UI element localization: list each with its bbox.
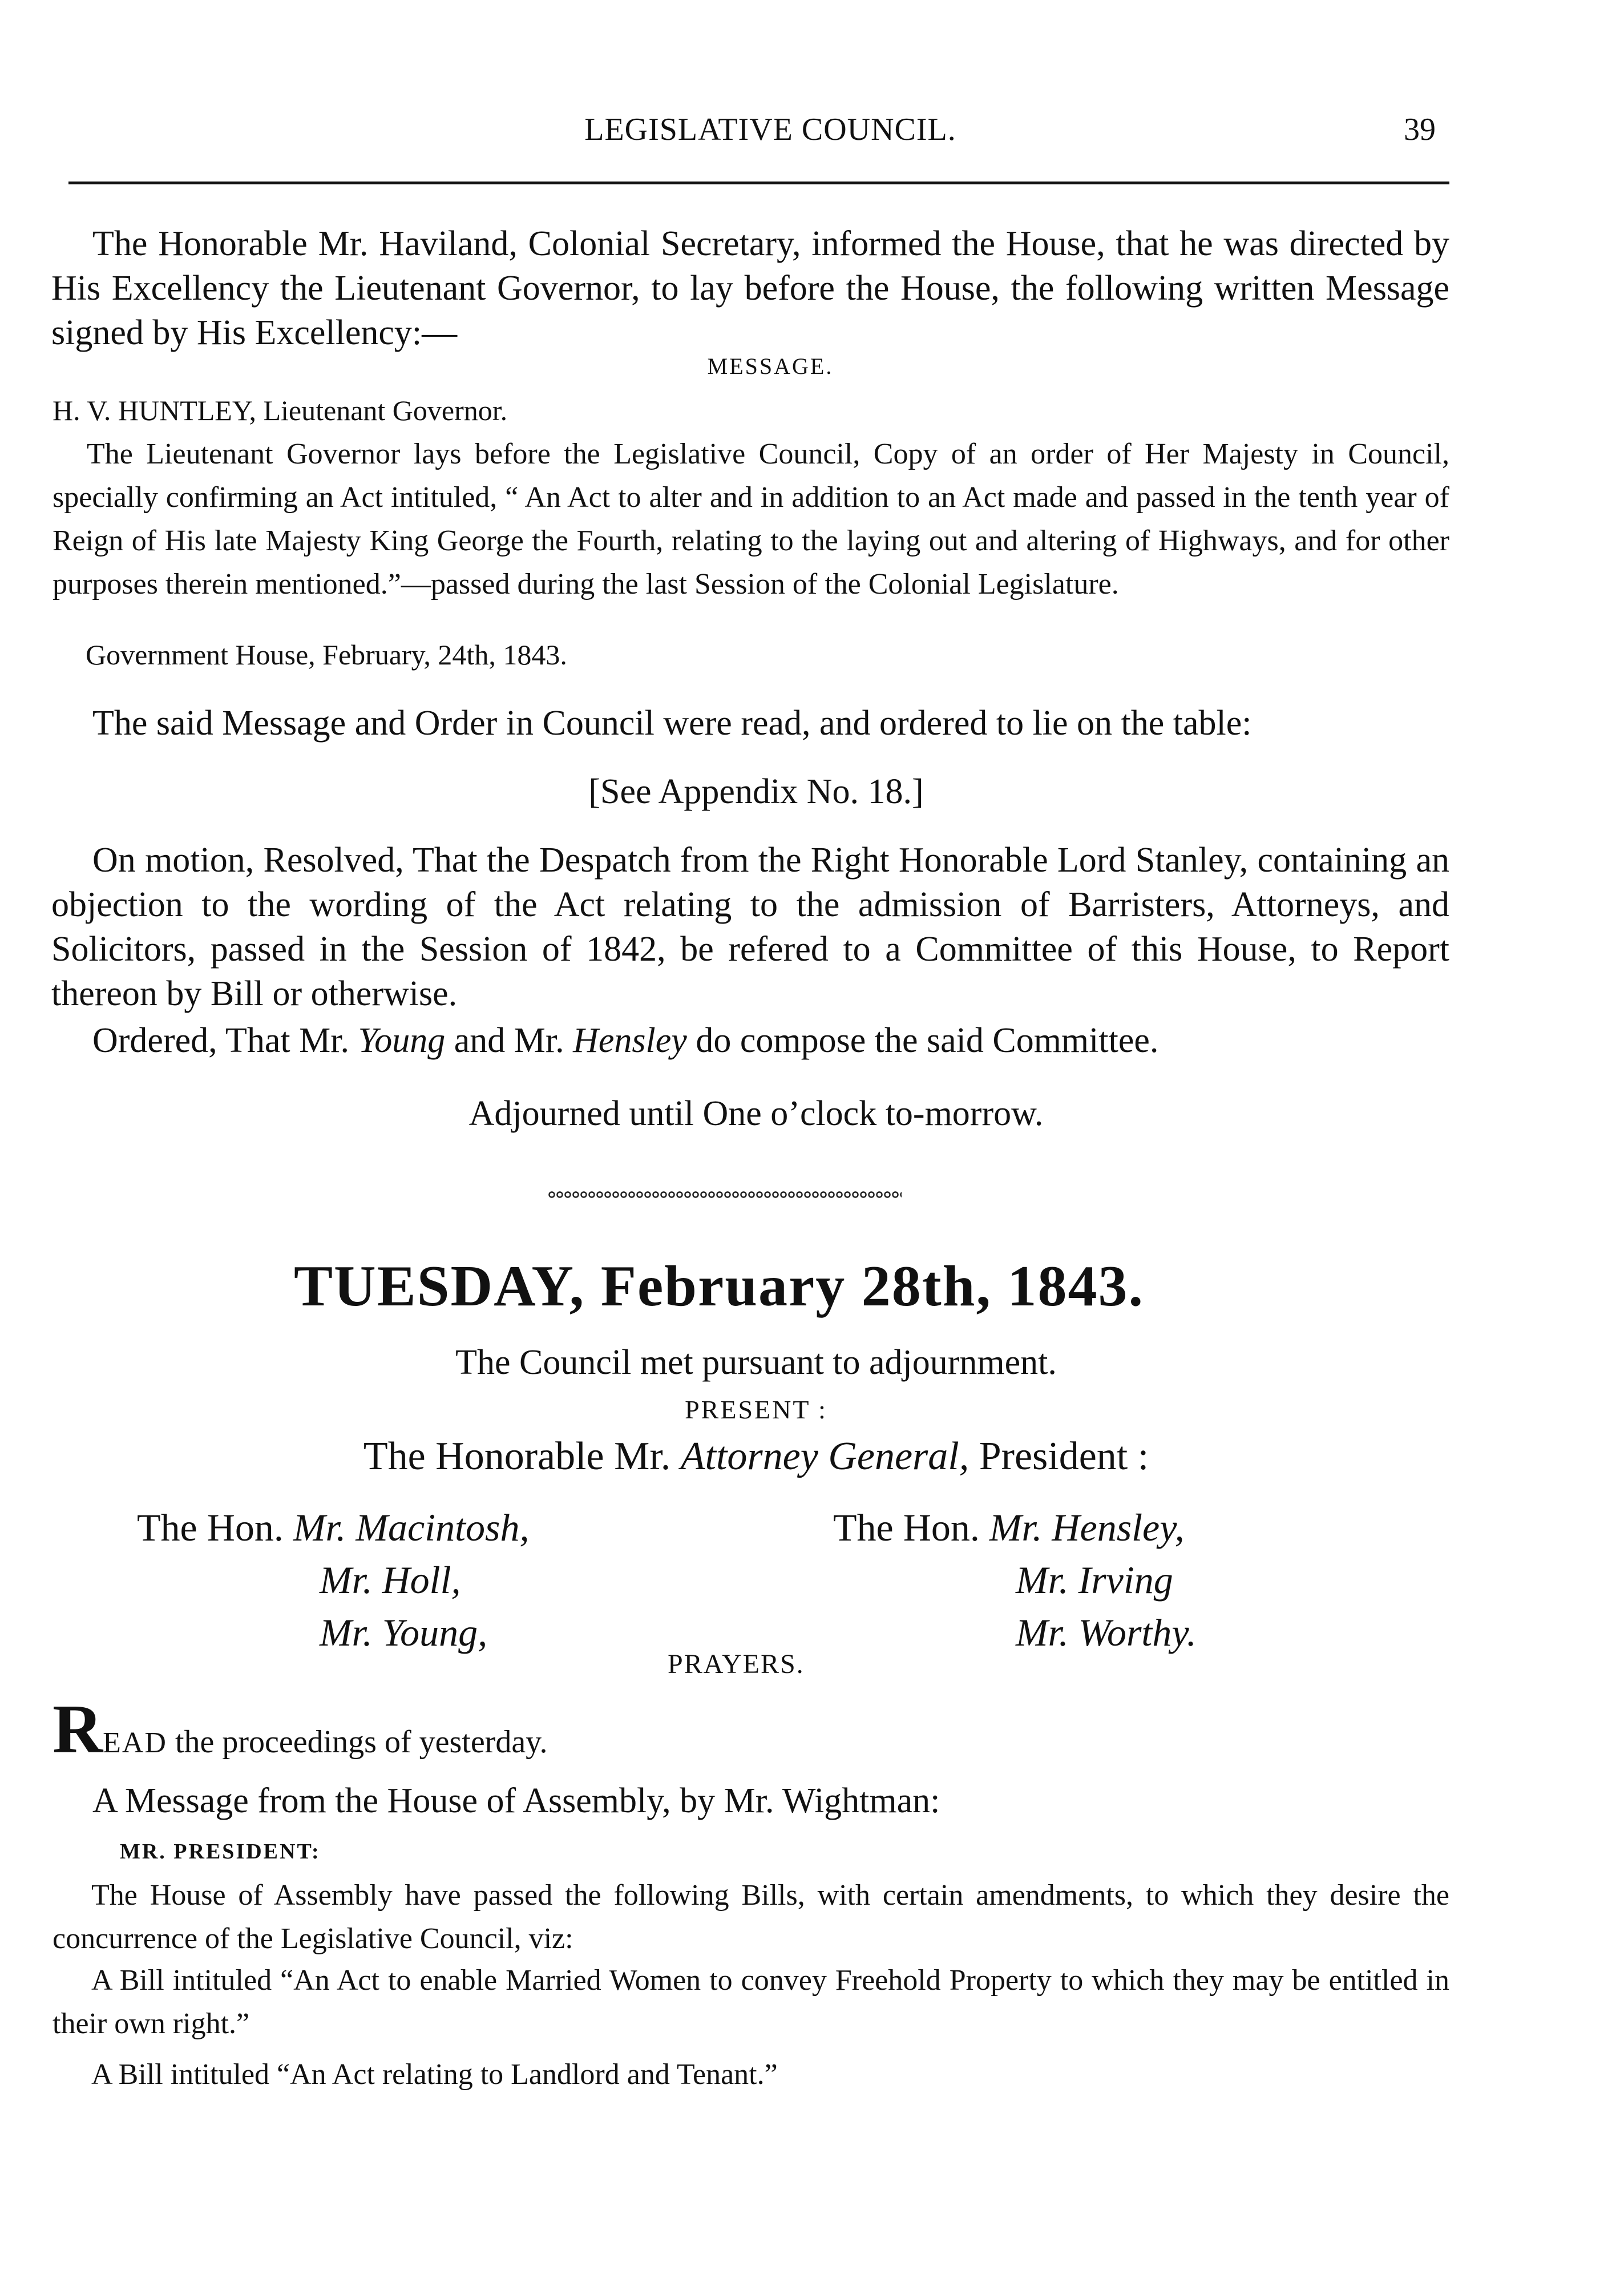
bill-married-women: A Bill intituled “An Act to enable Married Women to convey Freehold Property to which they may be entitled in their own right.”	[52, 1964, 1449, 2040]
members-left-column	[137, 1501, 708, 1659]
day-heading: TUESDAY, February 28th, 1843.	[294, 1254, 1144, 1319]
header-rule	[68, 182, 1449, 184]
president-lead: The Honorable Mr.	[363, 1434, 681, 1478]
appendix-reference: [See Appendix No. 18.]	[588, 772, 924, 811]
member-worthy: Mr. Worthy.	[1016, 1611, 1197, 1654]
president-line	[228, 1434, 1284, 1479]
assembly-message-body: The House of Assembly have passed the following Bills, with certain amendments, to which they desire the concurrence of the Legislative Council, viz:	[52, 1879, 1449, 1955]
message-dateline: Government House, February, 24th, 1843.	[86, 639, 567, 671]
message-body: The Lieutenant Governor lays before the Legislative Council, Copy of an order of Her Majesty in Council, specially confirming an Act intituled, “ An Act to alter and in addition to an Act made and passed in the tenth year of Reign of His late Majesty King George the Fourth, relating to the laying out and altering of Highways, and for other purposes therein mentioned.”—passed during the last Session of the Colonial Legislature.	[52, 438, 1449, 600]
member-hensley: Mr. Hensley,	[989, 1506, 1185, 1549]
member-holl: Mr. Holl,	[320, 1558, 461, 1602]
drop-cap: R	[52, 1691, 103, 1768]
paragraph-message-read: The said Message and Order in Council were read, and ordered to lie on the table:	[92, 704, 1252, 743]
paragraph-resolution: On motion, Resolved, That the Despatch from the Right Honorable Lord Stanley, containing an objection to the wording of the Act relating to the admission of Barristers, Attorneys, and Solicitors, passed in the Session of 1842, be refered to a Committee of this House, to Report thereon by Bill or otherwise.	[51, 841, 1449, 1013]
message-signatory: H. V. HUNTLEY, Lieutenant Governor.	[52, 394, 508, 426]
committee-mid: and Mr.	[445, 1021, 573, 1060]
read-rest: the proceedings of yesterday.	[167, 1724, 548, 1760]
member-irving: Mr. Irving	[1016, 1558, 1173, 1602]
members-right-column	[833, 1501, 1347, 1659]
message-heading: MESSAGE.	[707, 353, 834, 379]
members-right-label: The Hon.	[833, 1506, 980, 1549]
running-head: LEGISLATIVE COUNCIL.	[584, 112, 956, 147]
paragraph-committee	[92, 1018, 1451, 1063]
council-met-line: The Council met pursuant to adjournment.	[455, 1343, 1057, 1382]
ornamental-rule	[548, 1191, 902, 1199]
bill-landlord-tenant: A Bill intituled “An Act relating to Landlord and Tenant.”	[91, 2058, 778, 2091]
read-caps: EAD	[103, 1727, 167, 1759]
prayers-label: PRAYERS.	[668, 1649, 805, 1679]
present-label: PRESENT :	[685, 1395, 827, 1424]
member-macintosh: Mr. Macintosh,	[293, 1506, 530, 1549]
committee-member-young: Young	[358, 1021, 446, 1060]
president-title: Attorney General,	[680, 1434, 969, 1478]
paragraph-colonial-secretary: The Honorable Mr. Haviland, Colonial Secretary, informed the House, that he was directed by His Excellency the Lieutenant Governor, to lay before the House, the following written Message signed by His Excellency:—	[51, 224, 1449, 352]
president-tail: President :	[969, 1434, 1149, 1478]
committee-member-hensley: Hensley	[573, 1021, 687, 1060]
read-proceedings-line	[52, 1691, 1422, 1772]
committee-lead: Ordered, That Mr.	[92, 1021, 358, 1060]
adjourned-line: Adjourned until One o’clock to-morrow.	[468, 1094, 1044, 1133]
salutation: MR. PRESIDENT:	[120, 1840, 321, 1864]
committee-tail: do compose the said Committee.	[686, 1021, 1159, 1060]
member-young: Mr. Young,	[320, 1611, 488, 1654]
assembly-message-intro: A Message from the House of Assembly, by Mr. Wightman:	[92, 1781, 940, 1820]
page-number: 39	[1404, 112, 1436, 147]
members-left-label: The Hon.	[137, 1506, 284, 1549]
